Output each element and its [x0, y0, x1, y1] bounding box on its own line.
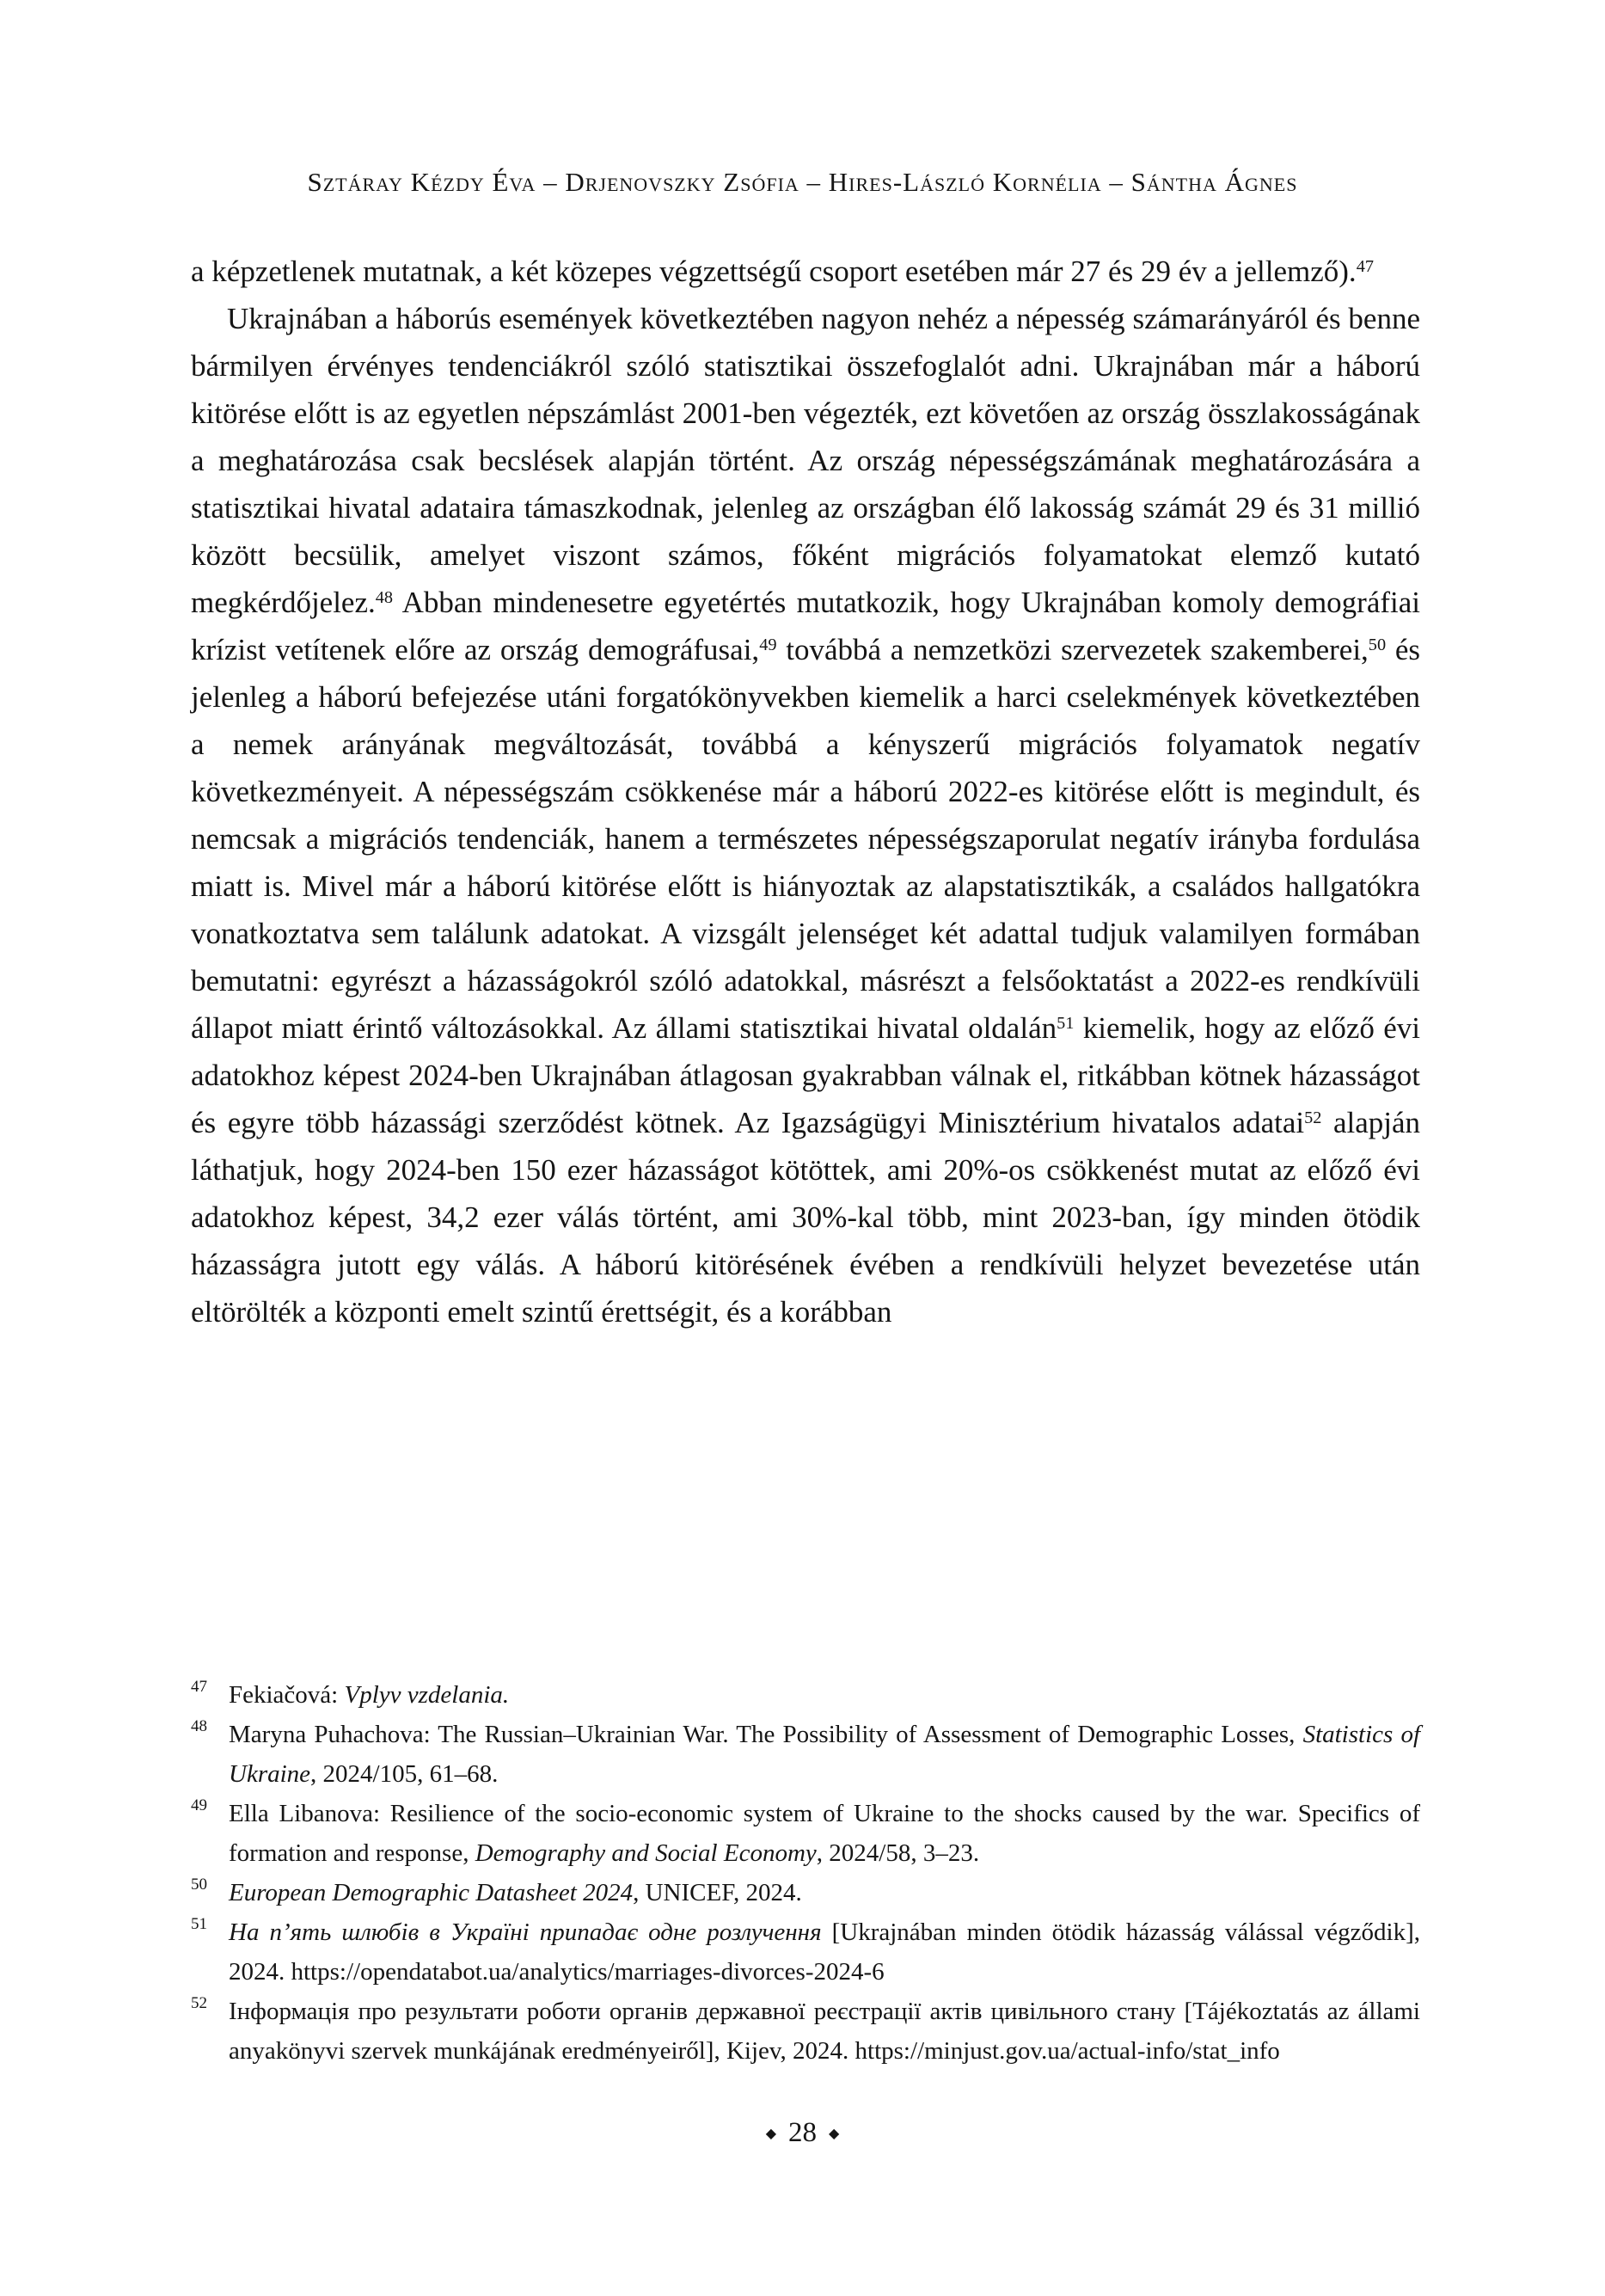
footnote-item	[191, 1715, 1420, 1794]
footnote-ref: 49	[759, 635, 777, 654]
text-run: Ukrajnában a háborús események következtében nagyon nehéz a népesség számarányáról és benne bármilyen érvényes tendenciákról szóló statisztikai összefoglalót adni. Ukrajnában már a háború kitörése előtt is az egyetlen népszámlást 2001-ben végezték, ezt követően az ország összlakosságának a meghatározása csak becslések alapján történt. Az ország népességszámának meghatározására a statisztikai hivatal adataira támaszkodnak, jelenleg az országban élő lakosság számát 29 és 31 millió között becsülik, amelyet viszont számos, főként migrációs folyamatokat elemző kutató megkérdőjelez.	[191, 302, 1420, 619]
paragraph	[191, 248, 1420, 295]
text-run: , 2024/105, 61–68.	[310, 1760, 499, 1788]
footnote-number: 48	[191, 1717, 207, 1735]
page-number-bullet-left: ◆	[765, 2127, 776, 2141]
footnote-item	[191, 1873, 1420, 1912]
text-run: a képzetlenek mutatnak, a két közepes végzettségű csoport esetében már 27 és 29 év a jellemző).	[191, 255, 1357, 288]
footnote-number: 49	[191, 1796, 207, 1814]
footnote-item	[191, 1794, 1420, 1873]
page-number-line	[0, 2117, 1605, 2149]
text-run: , 2024/58, 3–23.	[816, 1839, 980, 1867]
italic-text-run: European Demographic Datasheet 2024	[229, 1879, 634, 1906]
text-run: és jelenleg a háború befejezése utáni forgatókönyvekben kiemelik a harci cselekmények következtében a nemek arányának megváltozását, továbbá a kényszerű migrációs folyamatok negatív következményeit. A népességszám csökkenése már a háború 2022-es kitörése előtt is megindult, és nemcsak a migrációs tendenciák, hanem a természetes népességszaporulat negatív irányba fordulása miatt is. Mivel már a háború kitörése előtt is hiányoztak az alapstatisztikák, a családos hallgatókra vonatkoztatva sem találunk adatokat. A vizsgált jelenséget két adattal tudjuk valamilyen formában bemutatni: egyrészt a házasságokról szóló adatokkal, másrészt a felsőoktatást a 2022-es rendkívüli állapot miatt érintő változásokkal. Az állami statisztikai hivatal oldalán	[191, 633, 1420, 1045]
footnote-ref: 48	[375, 587, 394, 607]
text-run: továbbá a nemzetközi szervezetek szakemberei,	[776, 633, 1369, 666]
text-run: [Ukrajnában minden ötödik házasság válással végződik], 2024. https://opendatabot.ua/analytics/marriages-divorces-2024-6	[229, 1918, 1420, 1986]
italic-text-run: Vplyv vzdelania.	[344, 1681, 510, 1709]
footnote-item	[191, 1992, 1420, 2071]
italic-text-run: Statistics of Ukraine	[229, 1721, 1420, 1788]
text-run: Fekiačová:	[229, 1681, 345, 1709]
text-run: alapján láthatjuk, hogy 2024-ben 150 ezer házasságot kötöttek, ami 20%-os csökkenést mutat az előző évi adatokhoz képest, 34,2 ezer válás történt, ami 30%-kal több, mint 2023-ban, így minden ötödik házasságra jutott egy válás. A háború kitörésének évében a rendkívüli helyzet bevezetése után eltörölték a központi emelt szintű érettségit, és a korábban	[191, 1106, 1420, 1329]
footnote-ref: 47	[1356, 256, 1374, 276]
footnote-number: 52	[191, 1994, 207, 2012]
body-text	[191, 248, 1420, 1335]
italic-text-run: Demography and Social Economy	[475, 1839, 817, 1867]
text-run: Інформація про результати роботи органів державної реєстрації актів цивільного стану [Tájékoztatás az állami anyakönyvi szervek munkájának eredményeiről], Kijev, 2024. https://minjust.gov.ua/actual-info/stat_info	[229, 1998, 1420, 2065]
footnote-ref: 50	[1368, 635, 1387, 654]
text-run: , UNICEF, 2024.	[633, 1879, 802, 1906]
running-header-authors: Sztáray Kézdy Éva – Drjenovszky Zsófia – Hires-László Kornélia – Sántha Ágnes	[307, 167, 1298, 197]
text-run: Ella Libanova: Resilience of the socio-economic system of Ukraine to the shocks caused by the war. Specifics of formation and response,	[229, 1800, 1420, 1867]
footnote-number: 50	[191, 1875, 207, 1894]
text-run: Maryna Puhachova: The Russian–Ukrainian War. The Possibility of Assessment of Demographic Losses,	[229, 1721, 1303, 1748]
footnote-item	[191, 1675, 1420, 1715]
page-number-bullet-right: ◆	[829, 2127, 840, 2141]
footnotes	[191, 1675, 1420, 2071]
footnote-number: 51	[191, 1915, 207, 1933]
footnote-ref: 52	[1304, 1108, 1322, 1127]
text-run: Abban mindenesetre egyetértés mutatkozik, hogy Ukrajnában komoly demográfiai krízist vetítenek előre az ország demográfusai,	[191, 586, 1420, 666]
paragraph	[191, 295, 1420, 1335]
italic-text-run: На п’ять шлюбів в Україні припадає одне розлучення	[229, 1918, 822, 1946]
footnote-ref: 51	[1057, 1013, 1075, 1033]
footnote-item	[191, 1912, 1420, 1992]
page-number: 28	[788, 2117, 817, 2148]
text-run: kiemelik, hogy az előző évi adatokhoz képest 2024-ben Ukrajnában átlagosan gyakrabban válnak el, ritkábban kötnek házasságot és egyre több házassági szerződést kötnek. Az Igazságügyi Minisztérium hivatalos adatai	[191, 1011, 1420, 1139]
footnote-number: 47	[191, 1678, 207, 1696]
